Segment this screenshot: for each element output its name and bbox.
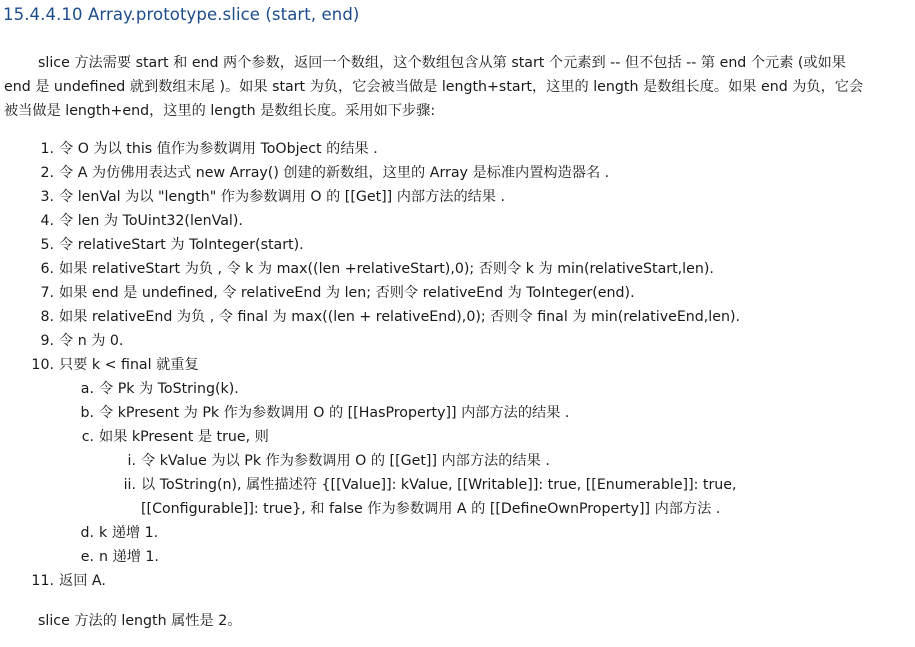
step-number: i.: [127, 453, 136, 469]
step-1: [0, 137, 900, 161]
step-number: 9.: [40, 333, 54, 349]
step-text: 只要 k < final 就重复: [59, 357, 199, 373]
step-10e: [0, 545, 900, 569]
step-text: 令 kPresent 为 Pk 作为参数调用 O 的 [[HasProperty]] 内部方法的结果 .: [99, 405, 570, 421]
step-text: 令 n 为 0.: [59, 333, 124, 349]
step-number: 8.: [40, 309, 54, 325]
step-number: 11.: [31, 573, 54, 589]
step-11: [0, 569, 900, 593]
step-number: 5.: [40, 237, 54, 253]
step-10c: [0, 425, 900, 449]
step-number: e.: [80, 549, 94, 565]
step-text: n 递增 1.: [99, 549, 159, 565]
step-4: [0, 209, 900, 233]
step-text: 令 kValue 为以 Pk 作为参数调用 O 的 [[Get]] 内部方法的结果 .: [141, 453, 550, 469]
step-text: 如果 end 是 undefined, 令 relativeEnd 为 len; 否则令 relativeEnd 为 ToInteger(end).: [59, 285, 635, 301]
step-6: [0, 257, 900, 281]
step-number: a.: [80, 381, 94, 397]
step-10a: [0, 377, 900, 401]
step-number: 1.: [40, 141, 54, 157]
step-text: 令 Pk 为 ToString(k).: [99, 381, 239, 397]
step-text: 令 O 为以 this 值作为参数调用 ToObject 的结果 .: [59, 141, 378, 157]
step-10: [0, 353, 900, 377]
step-text: 令 lenVal 为以 "length" 作为参数调用 O 的 [[Get]] 内部方法的结果 .: [59, 189, 506, 205]
step-text: 如果 kPresent 是 true, 则: [99, 429, 269, 445]
step-number: d.: [80, 525, 94, 541]
step-7: [0, 281, 900, 305]
step-text: 如果 relativeStart 为负 , 令 k 为 max((len +relativeStart),0); 否则令 k 为 min(relativeStart,len).: [59, 261, 714, 277]
section-heading: 15.4.4.10 Array.prototype.slice (start, end): [3, 5, 360, 24]
step-number: 4.: [40, 213, 54, 229]
step-number: 6.: [40, 261, 54, 277]
step-2: [0, 161, 900, 185]
step-text: 返回 A.: [59, 573, 106, 589]
step-number: b.: [80, 405, 94, 421]
step-text: 如果 relativeEnd 为负 , 令 final 为 max((len + relativeEnd),0); 否则令 final 为 min(relativeEnd,len).: [59, 309, 740, 325]
step-text: 令 relativeStart 为 ToInteger(start).: [59, 237, 304, 253]
step-number: 10.: [31, 357, 54, 373]
length-note: slice 方法的 length 属性是 2。: [38, 613, 242, 629]
step-text: k 递增 1.: [99, 525, 159, 541]
step-number: 7.: [40, 285, 54, 301]
step-text: 令 A 为仿佛用表达式 new Array() 创建的新数组，这里的 Array 是标准内置构造器名 .: [59, 165, 610, 181]
step-10c-i: [0, 449, 900, 473]
step-10b: [0, 401, 900, 425]
step-number: 2.: [40, 165, 54, 181]
step-5: [0, 233, 900, 257]
step-10d: [0, 521, 900, 545]
algorithm-steps: [0, 137, 900, 593]
step-9: [0, 329, 900, 353]
step-text: 以 ToString(n), 属性描述符 {[[Value]]: kValue, [[Writable]]: true, [[Enumerable]]: true, [[Configurable]]: true}, 和 false 作为参数调用 A 的 [[DefineOwnProperty]] 内部方法 .: [141, 477, 737, 517]
step-3: [0, 185, 900, 209]
step-number: ii.: [123, 477, 136, 493]
step-number: 3.: [40, 189, 54, 205]
step-text: 令 len 为 ToUint32(lenVal).: [59, 213, 243, 229]
step-8: [0, 305, 900, 329]
step-number: c.: [81, 429, 94, 445]
intro-paragraph: slice 方法需要 start 和 end 两个参数，返回一个数组，这个数组包含从第 start 个元素到 -- 但不包括 -- 第 end 个元素 (或如果 end 是 undefined 就到数组末尾 )。如果 start 为负，它会被当做是 length+start，这里的 length 是数组长度。如果 end 为负，它会被当做是 length+end，这里的 length 是数组长度。采用如下步骤:: [4, 55, 864, 119]
step-10c-ii: [0, 473, 900, 521]
